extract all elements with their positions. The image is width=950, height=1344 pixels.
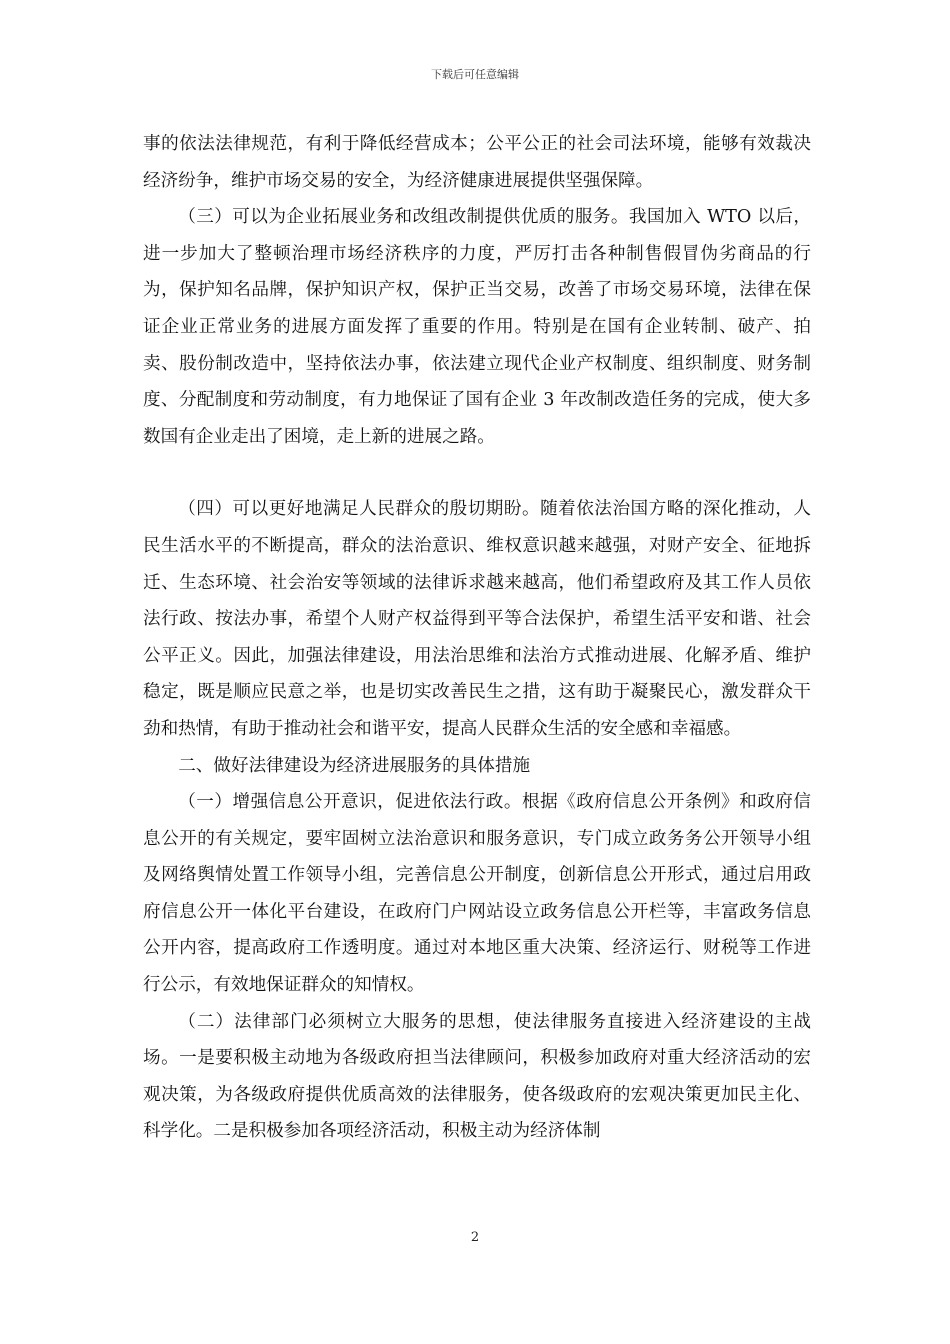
paragraph-measure-2: （二）法律部门必须树立大服务的思想，使法律服务直接进入经济建设的主战场。一是要积极主动地为各级政府担当法律顾问，积极参加政府对重大经济活动的宏观决策，为各级政府提供优质高效的法律服务，使各级政府的宏观决策更加民主化、科学化。二是积极参加各项经济活动，积极主动为经济体制 [143,1011,811,1142]
heading-measures: 二、做好法律建设为经济进展服务的具体措施 [178,755,531,776]
document-body [143,126,811,1150]
page-number: 2 [470,1230,480,1245]
paragraph-section-3: （三）可以为企业拓展业务和改组改制提供优质的服务。我国加入 WTO 以后，进一步加大了整顿治理市场经济秩序的力度，严厉打击各种制售假冒伪劣商品的行为，保护知名品牌，保护知识产权，保护正当交易，改善了市场交易环境，法律在保证企业正常业务的进展方面发挥了重要的作用。特别是在国有企业转制、破产、拍卖、股份制改造中，坚持依法办事，依法建立现代企业产权制度、组织制度、财务制度、分配制度和劳动制度，有力地保证了国有企业 3 年改制改造任务的完成，使大多数国有企业走出了困境，走上新的进展之路。 [143,207,811,447]
page-header: 下载后可任意编辑 [431,68,519,81]
paragraph-continuation: 事的依法法律规范，有利于降低经营成本；公平公正的社会司法环境，能够有效裁决经济纷争，维护市场交易的安全，为经济健康进展提供坚强保障。 [143,134,811,191]
paragraph-measure-1: （一）增强信息公开意识，促进依法行政。根据《政府信息公开条例》和政府信息公开的有关规定，要牢固树立法治意识和服务意识，专门成立政务务公开领导小组及网络舆情处置工作领导小组，完善信息公开制度，创新信息公开形式，通过启用政府信息公开一体化平台建设，在政府门户网站设立政务信息公开栏等，丰富政务信息公开内容，提高政府工作透明度。通过对本地区重大决策、经济运行、财税等工作进行公示，有效地保证群众的知情权。 [143,792,811,996]
paragraph-section-4: （四）可以更好地满足人民群众的殷切期盼。随着依法治国方略的深化推动，人民生活水平的不断提高，群众的法治意识、维权意识越来越强，对财产安全、征地拆迁、生态环境、社会治安等领域的法律诉求越来越高，他们希望政府及其工作人员依法行政、按法办事，希望个人财产权益得到平等合法保护，希望生活平安和谐、社会公平正义。因此，加强法律建设，用法治思维和法治方式推动进展、化解矛盾、维护稳定，既是顺应民意之举，也是切实改善民生之措，这有助于凝聚民心，激发群众干劲和热情，有助于推动社会和谐平安，提高人民群众生活的安全感和幸福感。 [143,499,811,739]
